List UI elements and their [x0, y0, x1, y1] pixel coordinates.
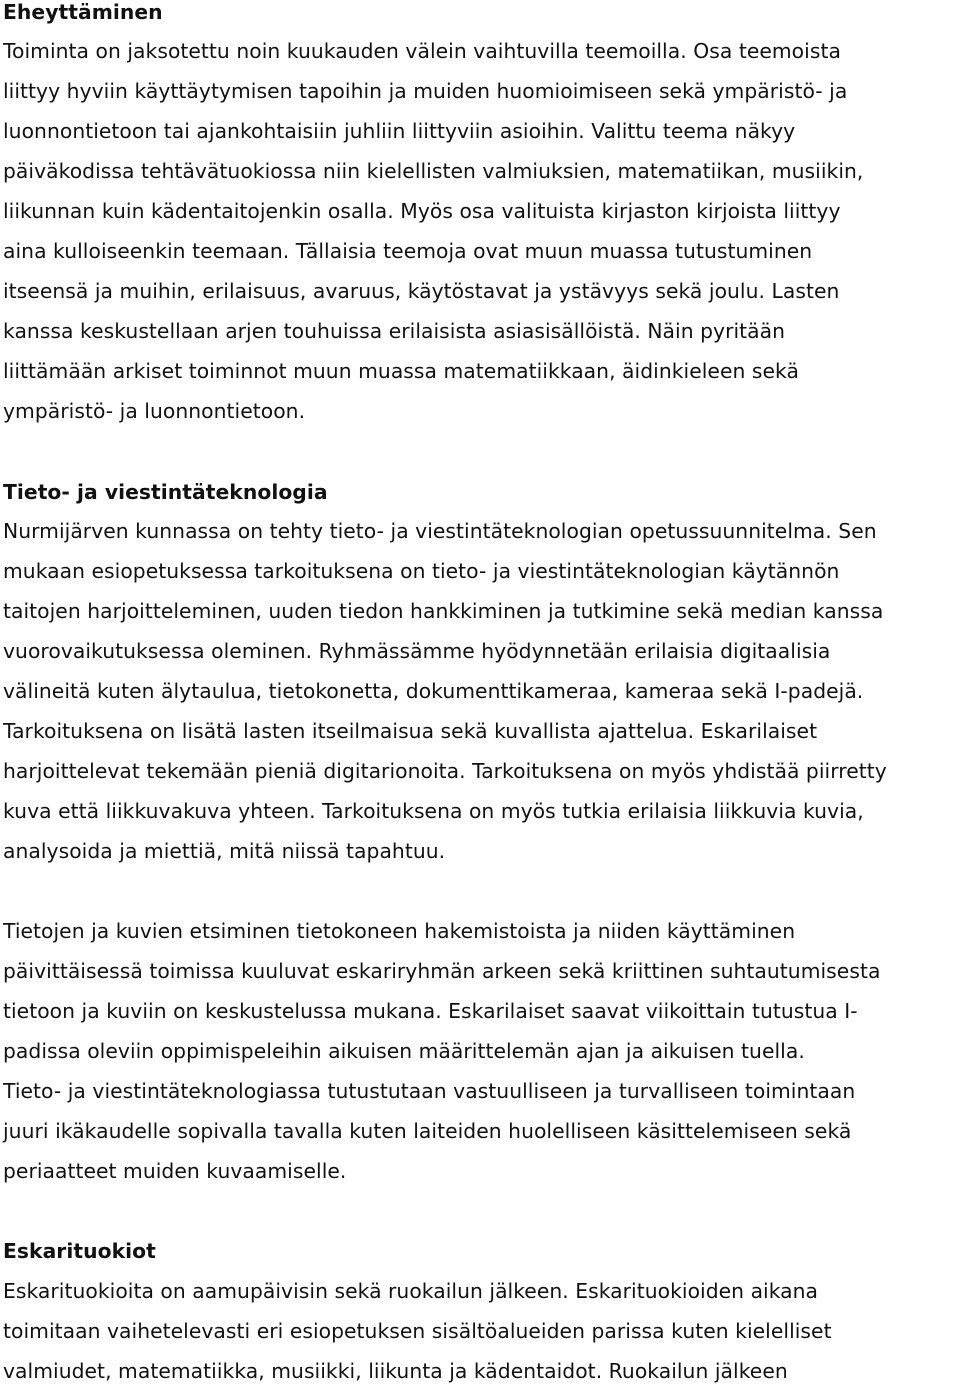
- text-line: Eskarituokioita on aamupäivisin sekä ruokailun jälkeen. Eskarituokioiden aikana: [3, 1279, 819, 1303]
- text-line: kanssa keskustellaan arjen touhuissa erilaisista asiasisällöistä. Näin pyritään: [3, 319, 786, 343]
- text-line: päiväkodissa tehtävätuokiossa niin kielellisten valmiuksien, matematiikan, musiikin,: [3, 159, 864, 183]
- text-line: periaatteet muiden kuvaamiselle.: [3, 1159, 347, 1183]
- section-heading: Tieto- ja viestintäteknologia: [3, 480, 328, 504]
- text-line: Tieto- ja viestintäteknologiassa tutustutaan vastuulliseen ja turvalliseen toimintaan: [3, 1079, 856, 1103]
- text-line: välineitä kuten älytaulua, tietokonetta, dokumenttikameraa, kameraa sekä I-padejä.: [3, 679, 864, 703]
- text-line: tietoon ja kuviin on keskustelussa mukana. Eskarilaiset saavat viikoittain tutustua I-: [3, 999, 858, 1023]
- text-line: liikunnan kuin kädentaitojenkin osalla. Myös osa valituista kirjaston kirjoista liittyy: [3, 199, 841, 223]
- text-line: juuri ikäkaudelle sopivalla tavalla kuten laiteiden huolelliseen käsittelemiseen sekä: [3, 1119, 852, 1143]
- text-line: liittyy hyviin käyttäytymisen tapoihin ja muiden huomioimiseen sekä ympäristö- ja: [3, 79, 848, 103]
- text-line: harjoittelevat tekemään pieniä digitarionoita. Tarkoituksena on myös yhdistää piirretty: [3, 759, 887, 783]
- text-line: luonnontietoon tai ajankohtaisiin juhliin liittyviin asioihin. Valittu teema näkyy: [3, 119, 796, 143]
- text-line: päivittäisessä toimissa kuuluvat eskariryhmän arkeen sekä kriittinen suhtautumisesta: [3, 959, 881, 983]
- text-line: mukaan esiopetuksessa tarkoituksena on tieto- ja viestintäteknologian käytännön: [3, 559, 840, 583]
- text-line: Tarkoituksena on lisätä lasten itseilmaisua sekä kuvallista ajattelua. Eskarilaiset: [3, 719, 818, 743]
- text-line: aina kulloiseenkin teemaan. Tällaisia teemoja ovat muun muassa tutustuminen: [3, 239, 813, 263]
- section-heading: Eheyttäminen: [3, 0, 163, 24]
- text-line: analysoida ja miettiä, mitä niissä tapahtuu.: [3, 839, 446, 863]
- text-line: Nurmijärven kunnassa on tehty tieto- ja viestintäteknologian opetussuunnitelma. Sen: [3, 519, 877, 543]
- text-line: Tietojen ja kuvien etsiminen tietokoneen hakemistoista ja niiden käyttäminen: [3, 919, 796, 943]
- text-line: toimitaan vaihetelevasti eri esiopetuksen sisältöalueiden parissa kuten kielelliset: [3, 1319, 832, 1343]
- section-heading: Eskarituokiot: [3, 1239, 156, 1263]
- text-line: Toiminta on jaksotettu noin kuukauden välein vaihtuvilla teemoilla. Osa teemoista: [3, 39, 841, 63]
- text-line: vuorovaikutuksessa oleminen. Ryhmässämme hyödynnetään erilaisia digitaalisia: [3, 639, 831, 663]
- text-line: kuva että liikkuvakuva yhteen. Tarkoituksena on myös tutkia erilaisia liikkuvia kuvia,: [3, 799, 864, 823]
- text-line: itseensä ja muihin, erilaisuus, avaruus, käytöstavat ja ystävyys sekä joulu. Lasten: [3, 279, 840, 303]
- text-line: taitojen harjoitteleminen, uuden tiedon hankkiminen ja tutkimine sekä median kanssa: [3, 599, 884, 623]
- text-line: padissa oleviin oppimispeleihin aikuisen määrittelemän ajan ja aikuisen tuella.: [3, 1039, 805, 1063]
- text-line: ympäristö- ja luonnontietoon.: [3, 399, 306, 423]
- text-line: liittämään arkiset toiminnot muun muassa matematiikkaan, äidinkieleen sekä: [3, 359, 799, 383]
- text-line: valmiudet, matematiikka, musiikki, liikunta ja kädentaidot. Ruokailun jälkeen: [3, 1359, 788, 1383]
